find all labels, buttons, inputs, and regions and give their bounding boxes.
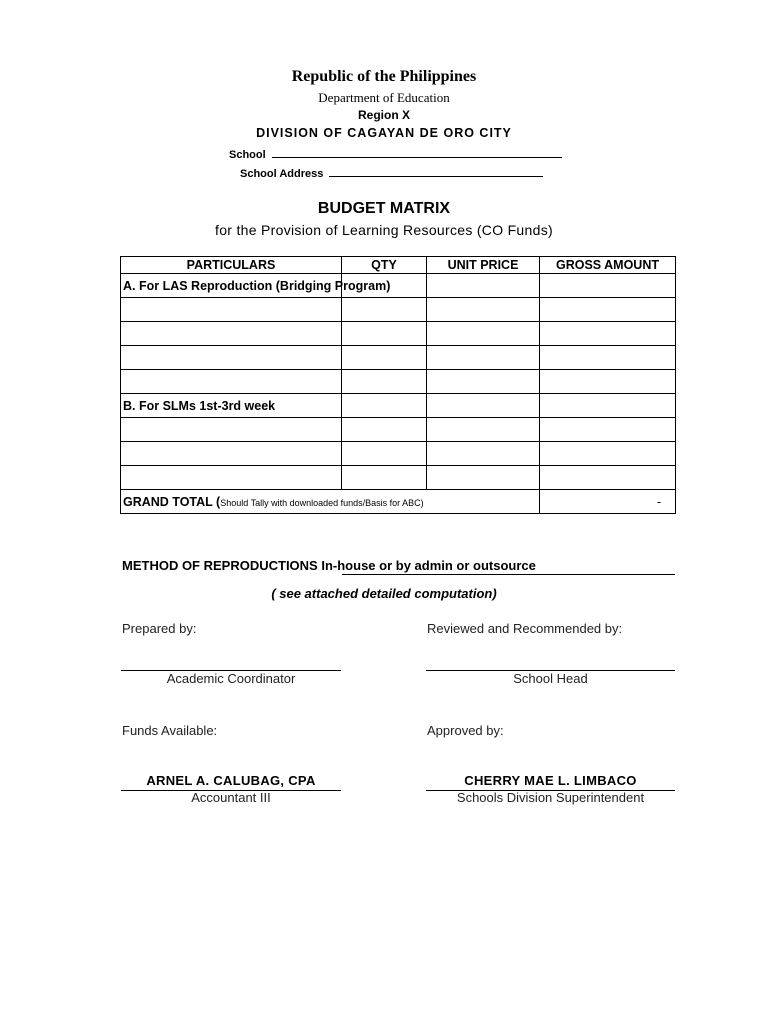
table-cell[interactable] bbox=[540, 370, 676, 394]
table-cell[interactable] bbox=[342, 466, 427, 490]
column-header-gross-amount: GROSS AMOUNT bbox=[540, 257, 676, 274]
table-cell[interactable] bbox=[342, 298, 427, 322]
table-row bbox=[121, 274, 676, 298]
document-subtitle: for the Provision of Learning Resources (CO Funds) bbox=[215, 222, 553, 238]
table-cell[interactable] bbox=[427, 418, 540, 442]
column-header-unit-price: UNIT PRICE bbox=[427, 257, 540, 274]
section-b-cell bbox=[121, 394, 342, 418]
section-a-cell bbox=[121, 274, 391, 298]
table-row bbox=[121, 298, 676, 322]
section-b-label: B. For SLMs 1st-3rd week bbox=[123, 398, 276, 413]
superintendent-role: Schools Division Superintendent bbox=[456, 790, 645, 805]
table-cell[interactable] bbox=[427, 394, 540, 418]
table-cell[interactable] bbox=[342, 370, 427, 394]
table-cell[interactable] bbox=[121, 418, 342, 442]
table-cell[interactable] bbox=[342, 322, 427, 346]
table-row bbox=[121, 322, 676, 346]
department-heading: Department of Education bbox=[318, 90, 450, 105]
prepared-role: Academic Coordinator bbox=[166, 671, 296, 686]
column-header-qty: QTY bbox=[342, 257, 427, 274]
table-cell[interactable] bbox=[540, 442, 676, 466]
table-cell[interactable] bbox=[540, 322, 676, 346]
table-cell[interactable] bbox=[540, 298, 676, 322]
column-header-particulars: PARTICULARS bbox=[121, 257, 342, 274]
section-a-label: A. For LAS Reproduction (Bridging Program) bbox=[123, 278, 391, 293]
school-address-field bbox=[240, 166, 543, 180]
table-cell[interactable] bbox=[427, 298, 540, 322]
division-heading: DIVISION OF CAGAYAN DE ORO CITY bbox=[256, 126, 512, 140]
see-attached-note: ( see attached detailed computation) bbox=[271, 586, 497, 601]
republic-heading: Republic of the Philippines bbox=[291, 68, 477, 85]
table-cell[interactable] bbox=[121, 322, 342, 346]
table-cell[interactable] bbox=[342, 346, 427, 370]
grand-total-note: Should Tally with downloaded funds/Basis for ABC) bbox=[220, 497, 424, 508]
accountant-role: Accountant III bbox=[191, 790, 271, 805]
table-row bbox=[121, 346, 676, 370]
school-blank[interactable] bbox=[272, 147, 562, 158]
grand-total-label-cell bbox=[121, 490, 540, 514]
method-label: METHOD OF REPRODUCTIONS bbox=[122, 558, 318, 573]
approved-by-label: Approved by: bbox=[427, 723, 504, 738]
table-row bbox=[121, 370, 676, 394]
table-cell[interactable] bbox=[342, 442, 427, 466]
funds-available-label: Funds Available: bbox=[122, 723, 218, 738]
table-cell[interactable] bbox=[121, 298, 342, 322]
table-cell[interactable] bbox=[121, 442, 342, 466]
table-cell[interactable] bbox=[427, 370, 540, 394]
budget-matrix-table bbox=[120, 256, 676, 514]
region-heading: Region X bbox=[357, 108, 410, 122]
reviewed-by-label: Reviewed and Recommended by: bbox=[427, 621, 623, 636]
accountant-name: ARNEL A. CALUBAG, CPA bbox=[146, 773, 316, 788]
grand-total-row bbox=[121, 490, 676, 514]
table-cell[interactable] bbox=[342, 394, 427, 418]
school-label: School bbox=[229, 149, 266, 161]
table-row bbox=[121, 466, 676, 490]
table-cell[interactable] bbox=[540, 418, 676, 442]
method-underline bbox=[342, 574, 675, 575]
school-field bbox=[229, 147, 562, 161]
table-cell[interactable] bbox=[540, 394, 676, 418]
table-header-row bbox=[121, 257, 676, 274]
table-cell[interactable] bbox=[427, 466, 540, 490]
school-address-label: School Address bbox=[240, 168, 324, 180]
prepared-by-label: Prepared by: bbox=[122, 621, 197, 636]
reviewed-role: School Head bbox=[513, 671, 588, 686]
superintendent-name: CHERRY MAE L. LIMBACO bbox=[464, 773, 637, 788]
table-cell[interactable] bbox=[540, 466, 676, 490]
table-cell[interactable] bbox=[121, 466, 342, 490]
table-cell[interactable] bbox=[427, 346, 540, 370]
table-cell[interactable] bbox=[121, 370, 342, 394]
table-cell[interactable] bbox=[427, 274, 540, 298]
school-address-blank[interactable] bbox=[329, 166, 543, 177]
table-cell[interactable] bbox=[427, 442, 540, 466]
table-cell[interactable] bbox=[342, 418, 427, 442]
table-row bbox=[121, 418, 676, 442]
table-cell[interactable] bbox=[427, 322, 540, 346]
grand-total-label: GRAND TOTAL ( bbox=[123, 494, 221, 509]
method-of-reproduction bbox=[122, 558, 536, 573]
grand-total-value: - bbox=[540, 490, 676, 514]
table-row bbox=[121, 442, 676, 466]
table-cell[interactable] bbox=[540, 346, 676, 370]
method-value: In-house or by admin or outsource bbox=[321, 558, 536, 573]
table-row bbox=[121, 394, 676, 418]
document-title: BUDGET MATRIX bbox=[317, 200, 451, 217]
table-cell[interactable] bbox=[121, 346, 342, 370]
table-cell[interactable] bbox=[540, 274, 676, 298]
